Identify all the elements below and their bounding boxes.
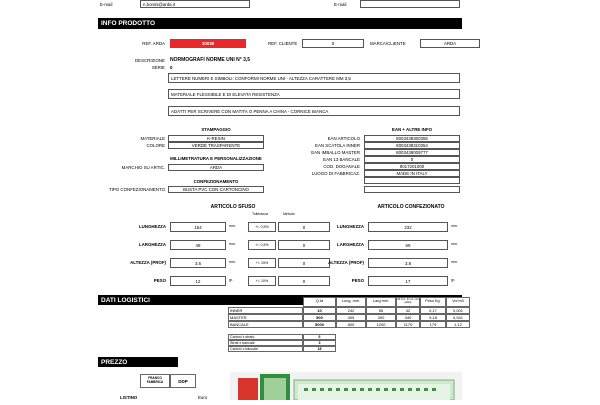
conf-row-label: ALTEZZA (PROF) — [328, 260, 364, 265]
confezionato-title: ARTICOLO CONFEZIONATO — [377, 204, 445, 210]
logistici-header: Alt mm. (in mt. con pallet) — [396, 297, 420, 307]
sfuso-row-value[interactable]: 164 — [170, 222, 226, 232]
colore-label: COLORE — [146, 143, 165, 148]
email-value-left: n.bonini@arda.it — [143, 1, 176, 7]
marchio-label: MARCHIO SU ARTIC. — [121, 165, 165, 170]
email-field-right[interactable] — [360, 0, 460, 8]
ean-row-value[interactable]: 8003438009777 — [364, 149, 460, 156]
logistici-cell[interactable]: 42 — [396, 307, 420, 314]
ean-row-label: EAN IMBALLO MASTER — [311, 150, 360, 155]
logistici-cell[interactable]: 1170 — [396, 321, 420, 328]
sfuso-row-metodo[interactable]: 0 — [278, 222, 330, 232]
logistici-cell[interactable]: 300 — [366, 314, 396, 321]
conf-row-unit: mm. — [451, 224, 458, 228]
logistici-cell[interactable]: 9,18 — [420, 314, 446, 321]
sfuso-row-value[interactable]: 12 — [170, 276, 226, 286]
sfuso-row-metodo[interactable]: 0 — [278, 258, 330, 268]
logistici-extra-label: Strati x bancale — [228, 340, 303, 346]
logistici-cell[interactable]: 340 — [396, 314, 420, 321]
sfuso-row-value[interactable]: 3,6 — [170, 258, 226, 268]
sfuso-title: ARTICOLO SFUSO — [210, 204, 256, 210]
logistici-header: Peso Kg. — [420, 297, 446, 307]
logistici-extra-value[interactable]: 6 — [303, 334, 336, 340]
logistici-cell[interactable]: 55 — [366, 307, 396, 314]
ean-row-label: EAN SCATOLA INNER — [315, 143, 360, 148]
desc-line-2[interactable]: MATERIALE FLESSIBILE E DI ELEVATA RESISTENZA — [168, 89, 460, 99]
materiale-label: MATERIALE — [140, 136, 165, 141]
listino-label: LISTINO — [120, 395, 138, 400]
desc-line-3[interactable]: ADATTI PER SCRIVERE CON MATITA O PENNA A CHINA - CORNICE BIANCA — [168, 106, 460, 116]
conf-row-value[interactable]: 232 — [368, 222, 448, 232]
sfuso-row-unit: mm. — [229, 224, 236, 228]
descrizione-value: NORMOGRAFI NORME UNI N° 3,5 — [170, 57, 251, 63]
sfuso-row-metodo[interactable]: 0 — [278, 276, 330, 286]
descrizione-label: DESCRIZIONE — [134, 58, 165, 63]
marca-label: MARCA/CLIENTE — [370, 41, 406, 46]
logistici-cell[interactable]: 0,041 — [446, 314, 470, 321]
logistici-extra-label: Cartoni x strato — [228, 334, 303, 340]
section-prezzo-title: PREZZO — [101, 358, 128, 366]
ddp-cell: DDP — [170, 374, 196, 388]
logistici-cell[interactable]: 0,17 — [420, 307, 446, 314]
ean-row-label: LUOGO DI FABBRICAZ. — [311, 171, 360, 176]
sfuso-row-unit: mm. — [229, 260, 236, 264]
section-prezzo — [98, 357, 178, 367]
logistici-cell[interactable]: 242 — [336, 307, 366, 314]
logistici-cell[interactable]: 1200 — [366, 321, 396, 328]
franco-fabbrica-cell: FRANCO FABBRICA — [140, 374, 170, 388]
conf-row-value[interactable]: 17 — [368, 276, 448, 286]
sfuso-row-tol[interactable]: +/- 15% — [248, 258, 276, 268]
sfuso-row-value[interactable]: 49 — [170, 240, 226, 250]
logistici-header: Q.tà — [303, 297, 336, 307]
tipo-value[interactable]: BUSTA PVC CON CARTONCINO — [168, 186, 264, 193]
sfuso-row-label: PESO — [153, 278, 166, 283]
euro-label: Euro — [198, 395, 208, 400]
tipo-label: TIPO CONFEZIONAMENTO — [108, 187, 165, 192]
conf-row-label: LARGHEZZA — [336, 242, 364, 247]
section-info-prodotto — [98, 18, 462, 29]
ref-arda-label: REF. ARDA — [142, 41, 165, 46]
conf-row-value[interactable]: 3,8 — [368, 258, 448, 268]
logistici-cell[interactable]: 5000 — [303, 321, 336, 328]
colore-value[interactable]: VERDE TRASPARENTE — [168, 142, 264, 149]
logistici-row-name: INNER — [228, 307, 303, 314]
section-logistici-title: DATI LOGISTICI — [101, 296, 150, 304]
conf-row-label: PESO — [351, 278, 364, 283]
email-label-right: E-mail — [334, 2, 347, 7]
ean-row-label: EAN 13 BANCALE — [323, 157, 360, 162]
logistici-extra-value[interactable]: 3 — [303, 340, 336, 346]
desc-line-1[interactable]: LETTERE NUMERI E SIMBOLI: CONFORMI NORME UNI - ALTEZZA CARATTERE MM 3,5 — [168, 73, 460, 83]
confezionamento-title: CONFEZIONAMENTO — [193, 179, 239, 184]
serie-value: 0 — [170, 65, 173, 70]
sfuso-row-label: LARGHEZZA — [138, 242, 166, 247]
conf-row-unit: mm. — [451, 242, 458, 246]
conf-row-unit: mm. — [451, 260, 458, 264]
email-field-left[interactable] — [140, 0, 250, 8]
conf-row-value[interactable]: 69 — [368, 240, 448, 250]
ref-cliente-value[interactable]: 0 — [302, 39, 364, 48]
email-label-left: E-mail — [100, 2, 113, 7]
logistici-cell[interactable]: 1,12 — [446, 321, 470, 328]
ref-cliente-label: REF. CLIENTE — [268, 41, 298, 46]
ean-row-blank[interactable] — [364, 186, 460, 193]
logistici-extra-value[interactable]: 18 — [303, 346, 336, 352]
marchio-value[interactable]: ARDA — [168, 164, 264, 171]
sfuso-row-tol[interactable]: +/- 0,5% — [248, 222, 276, 232]
sfuso-row-label: ALTEZZA (PROF) — [130, 260, 166, 265]
metodo-label: Metodo — [283, 212, 295, 216]
logistici-cell[interactable]: 500 — [303, 314, 336, 321]
sfuso-row-tol[interactable]: +/- 0,5% — [248, 240, 276, 250]
product-image — [230, 372, 462, 400]
ref-arda-value[interactable]: 30035 — [170, 39, 246, 48]
ean-row-label: COD. DOGANALE — [323, 164, 360, 169]
conf-row-unit: gr. — [451, 278, 455, 282]
ean-title: EAN + ALTRE INFO — [391, 127, 433, 132]
sfuso-row-label: LUNGHEZZA — [138, 224, 166, 229]
ean-row-value[interactable]: 8003438300355 — [364, 135, 460, 142]
logistici-row-name: BANCALE — [228, 321, 303, 328]
ean-row-value[interactable]: 9017201000 — [364, 163, 460, 170]
ean-row-value[interactable]: 8003438310354 — [364, 142, 460, 149]
marca-value[interactable]: ARDA — [420, 39, 480, 48]
conf-row-label: LUNGHEZZA — [336, 224, 364, 229]
logistici-header: Vol m3 — [446, 297, 470, 307]
tolleranza-label: Tolleranza — [252, 212, 268, 216]
ean-row-value[interactable]: 0 — [364, 156, 460, 163]
serie-label: SERIE — [151, 65, 165, 70]
section-info-title: INFO PRODOTTO — [101, 20, 156, 27]
sfuso-row-metodo[interactable]: 0 — [278, 240, 330, 250]
millimetratura-title: MILLIMETRATURA E PERSONALIZZAZIONE — [170, 156, 262, 161]
logistici-extra-label: Cartoni x bancale — [228, 346, 303, 352]
logistici-cell[interactable]: 179 — [420, 321, 446, 328]
logistici-cell[interactable]: 800 — [336, 321, 366, 328]
logistici-header: Lung. mm. — [336, 297, 366, 307]
stampaggio-title: STAMPAGGIO — [201, 127, 231, 132]
ean-row-value[interactable]: MADE IN ITALY — [364, 170, 460, 177]
logistici-cell[interactable]: 405 — [336, 314, 366, 321]
sfuso-row-unit: mm. — [229, 242, 236, 246]
sfuso-row-tol[interactable]: +/- 10% — [248, 276, 276, 286]
ean-row-label: EAN ARTICOLO — [327, 136, 360, 141]
sfuso-row-unit: gr. — [229, 278, 233, 282]
materiale-value[interactable]: K-RESIN — [168, 135, 264, 142]
logistici-row-name: MASTER — [228, 314, 303, 321]
logistici-cell[interactable]: 10 — [303, 307, 336, 314]
ean-row-blank[interactable] — [364, 177, 460, 184]
logistici-header: Larg mm. — [366, 297, 396, 307]
logistici-cell[interactable]: 0,001 — [446, 307, 470, 314]
